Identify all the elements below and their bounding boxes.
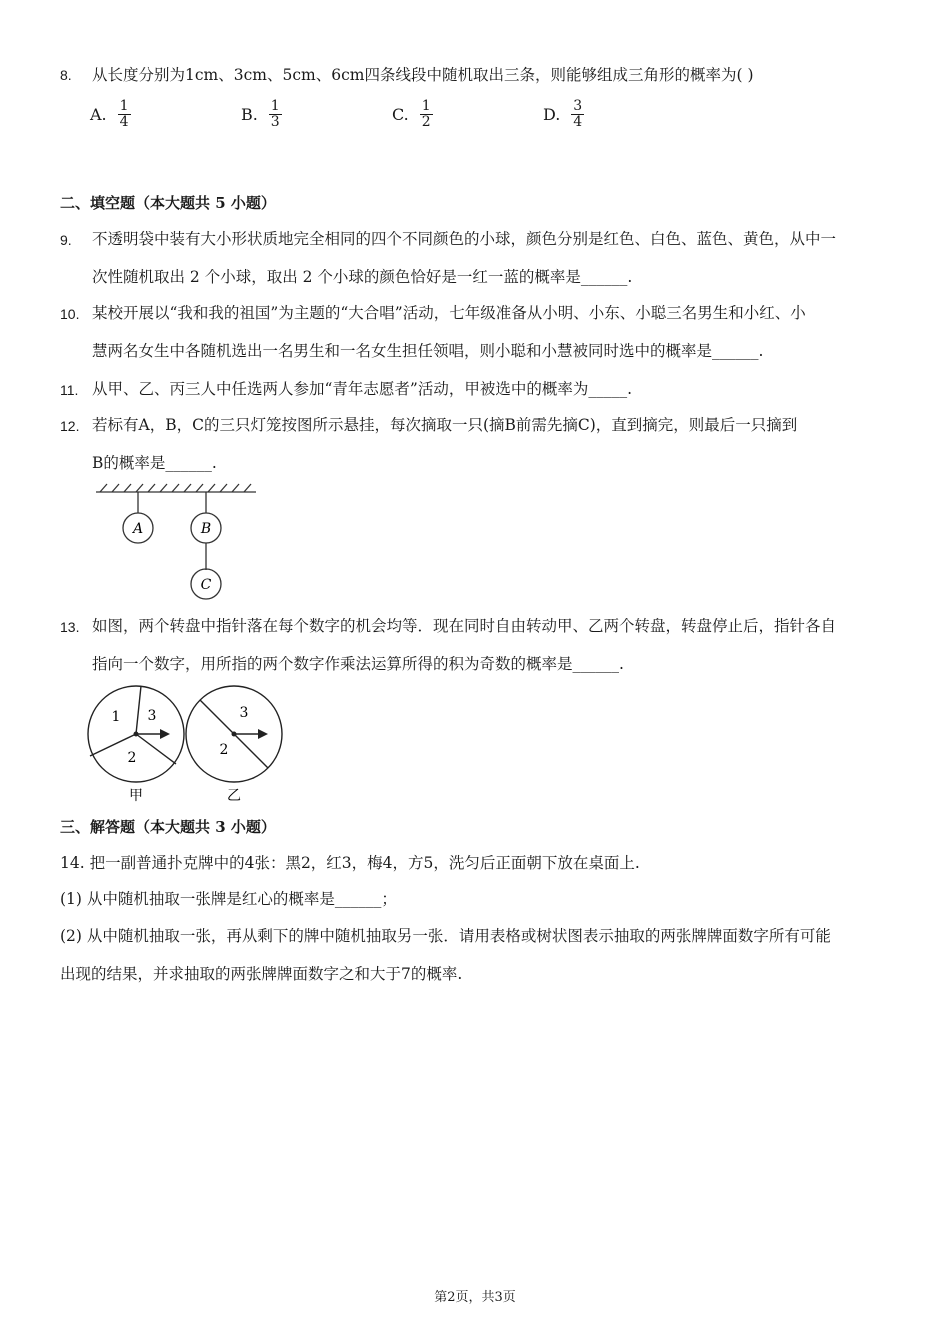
question-number: 13. — [60, 619, 80, 635]
spinner-figure — [82, 680, 292, 805]
option-label: A. — [90, 105, 107, 124]
spinner-caption: 甲 — [129, 788, 143, 804]
sub-question: 出现的结果，并求抽取的两张牌牌面数字之和大于7的概率. — [60, 965, 463, 983]
question-number: 11. — [60, 382, 79, 398]
sector-label: 3 — [239, 705, 249, 721]
fraction — [269, 99, 282, 130]
spinner-caption: 乙 — [227, 788, 241, 804]
numerator: 1 — [119, 98, 129, 114]
question-text: 某校开展以“我和我的祖国”为主题的“大合唱”活动，七年级准备从小明、小东、小聪三名男生和小红、小 — [92, 304, 806, 322]
spinner-center — [232, 732, 237, 737]
page-footer: 第2页，共3页 — [434, 1290, 516, 1305]
fraction — [420, 99, 433, 130]
lantern-label-a: A — [132, 521, 144, 537]
numerator: 1 — [270, 98, 280, 114]
denominator: 4 — [119, 114, 129, 130]
denominator: 3 — [270, 114, 280, 130]
option-b — [241, 99, 282, 130]
option-a — [90, 99, 131, 130]
sector-label: 3 — [147, 708, 157, 724]
question-number: 12. — [60, 418, 80, 434]
question-text: 不透明袋中装有大小形状质地完全相同的四个不同颜色的小球，颜色分别是红色、白色、蓝色、黄色，从中一 — [92, 230, 837, 248]
option-c — [392, 99, 433, 130]
sub-question: (2) 从中随机抽取一张，再从剩下的牌中随机抽取另一张．请用表格或树状图表示抽取的两张牌牌面数字所有可能 — [60, 927, 831, 945]
numerator: 1 — [421, 98, 431, 114]
question-number: 8. — [60, 67, 72, 83]
question-text: 慧两名女生中各随机选出一名男生和一名女生担任领唱，则小聪和小慧被同时选中的概率是______. — [92, 342, 764, 360]
question-text: 如图，两个转盘中指针落在每个数字的机会均等．现在同时自由转动甲、乙两个转盘，转盘停止后，指针各自 — [92, 617, 837, 635]
question-text: B的概率是______. — [92, 454, 217, 472]
question-number: 9. — [60, 232, 72, 248]
spinner-center — [134, 732, 139, 737]
question-text: 指向一个数字，用所指的两个数字作乘法运算所得的积为奇数的概率是______. — [92, 655, 624, 673]
spinner-jia-divider — [136, 734, 176, 764]
question-text: 14. 把一副普通扑克牌中的4张：黑2，红3，梅4，方5，洗匀后正面朝下放在桌面上. — [60, 854, 640, 872]
option-label: C. — [392, 105, 409, 124]
sector-label: 2 — [219, 742, 229, 758]
question-text: 从长度分别为1cm、3cm、5cm、6cm四条线段中随机取出三条，则能够组成三角形的概率为( ) — [92, 66, 754, 84]
question-number: 10. — [60, 306, 80, 322]
pointer-arrow-icon — [160, 729, 170, 739]
ceiling-hatching — [100, 484, 251, 492]
question-text: 从甲、乙、丙三人中任选两人参加“青年志愿者”活动，甲被选中的概率为_____. — [92, 380, 633, 398]
spinner-jia-divider — [136, 686, 141, 734]
question-text: 若标有A，B，C的三只灯笼按图所示悬挂，每次摘取一只(摘B前需先摘C)，直到摘完，则最后一只摘到 — [92, 416, 798, 434]
option-label: B. — [241, 105, 258, 124]
option-label: D. — [543, 105, 561, 124]
sector-label: 1 — [111, 709, 121, 725]
sector-label: 2 — [127, 750, 137, 766]
denominator: 4 — [573, 114, 583, 130]
fraction — [118, 99, 131, 130]
section-heading: 二、填空题（本大题共 5 小题） — [60, 194, 276, 212]
lantern-label-c: C — [200, 577, 212, 593]
fraction — [571, 99, 584, 130]
question-text: 次性随机取出 2 个小球，取出 2 个小球的颜色恰好是一红一蓝的概率是______. — [92, 268, 633, 286]
lantern-figure — [90, 478, 265, 602]
option-d — [543, 99, 584, 130]
sub-question: (1) 从中随机抽取一张牌是红心的概率是______； — [60, 890, 397, 908]
numerator: 3 — [573, 98, 583, 114]
pointer-arrow-icon — [258, 729, 268, 739]
denominator: 2 — [421, 114, 431, 130]
section-heading: 三、解答题（本大题共 3 小题） — [60, 818, 276, 836]
lantern-label-b: B — [200, 521, 212, 537]
